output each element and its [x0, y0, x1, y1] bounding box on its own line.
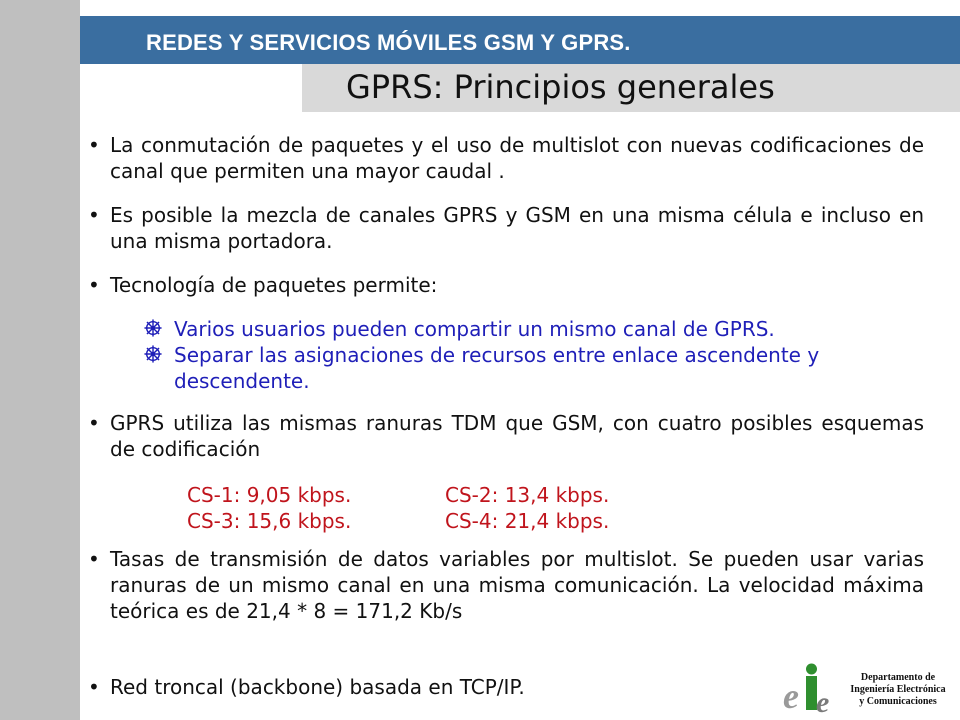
- bullet-item: [88, 272, 924, 298]
- bullet-text: GPRS utiliza las mismas ranuras TDM que GSM, con cuatro posibles esquemas de codificación: [110, 411, 924, 461]
- sub-bullet-text: Separar las asignaciones de recursos entre enlace ascendente y descendente.: [174, 343, 820, 393]
- header-bar: [80, 16, 960, 64]
- bullet-item: [88, 546, 924, 624]
- bullet-text: La conmutación de paquetes y el uso de multislot con nuevas codificaciones de canal que permiten una mayor caudal .: [110, 133, 924, 183]
- dept-line-2: Ingeniería Electrónica: [850, 684, 946, 695]
- bullet-dot-icon: •: [88, 203, 100, 227]
- coding-scheme-cs2: CS-2: 13,4 kbps.: [445, 483, 610, 507]
- bullet-text: Tecnología de paquetes permite:: [110, 273, 438, 297]
- bullet-text: Es posible la mezcla de canales GPRS y GSM en una misma célula e incluso en una misma portadora.: [110, 203, 924, 253]
- title-bar: [302, 64, 960, 112]
- svg-text:e: e: [783, 676, 799, 716]
- eie-logo: [780, 662, 840, 716]
- bullet-item: [88, 410, 924, 462]
- bullet-dot-icon: •: [88, 133, 100, 157]
- ship-wheel-icon: [144, 345, 162, 363]
- coding-scheme-cs4: CS-4: 21,4 kbps.: [445, 509, 610, 533]
- bullet-text: Tasas de transmisión de datos variables por multislot. Se pueden usar varias ranuras de un mismo canal en una misma comunicación. La velocidad máxima teórica es de 21,4 * 8 = 171,2 Kb/s: [110, 547, 924, 623]
- coding-scheme-cs1: CS-1: 9,05 kbps.: [187, 483, 352, 507]
- department-name: [838, 672, 958, 708]
- course-title: REDES Y SERVICIOS MÓVILES GSM Y GPRS.: [146, 30, 631, 55]
- dept-line-3: y Comunicaciones: [859, 696, 937, 707]
- svg-text:e: e: [816, 686, 830, 716]
- ship-wheel-icon: [144, 319, 162, 337]
- bullet-text: Red troncal (backbone) basada en TCP/IP.: [110, 675, 525, 699]
- bullet-item: [88, 202, 924, 254]
- sub-bullet-item: [144, 316, 924, 342]
- coding-scheme-cs3: CS-3: 15,6 kbps.: [187, 509, 352, 533]
- left-sidebar-strip: [0, 0, 80, 720]
- bullet-dot-icon: •: [88, 675, 100, 699]
- sub-bullet-text: Varios usuarios pueden compartir un mismo canal de GPRS.: [174, 317, 775, 341]
- sub-bullet-item: [144, 342, 924, 394]
- bullet-dot-icon: •: [88, 547, 100, 571]
- bullet-dot-icon: •: [88, 273, 100, 297]
- slide-title: GPRS: Principios generales: [346, 68, 775, 106]
- bullet-dot-icon: •: [88, 411, 100, 435]
- dept-line-1: Departamento de: [860, 672, 936, 683]
- bullet-item: [88, 132, 924, 184]
